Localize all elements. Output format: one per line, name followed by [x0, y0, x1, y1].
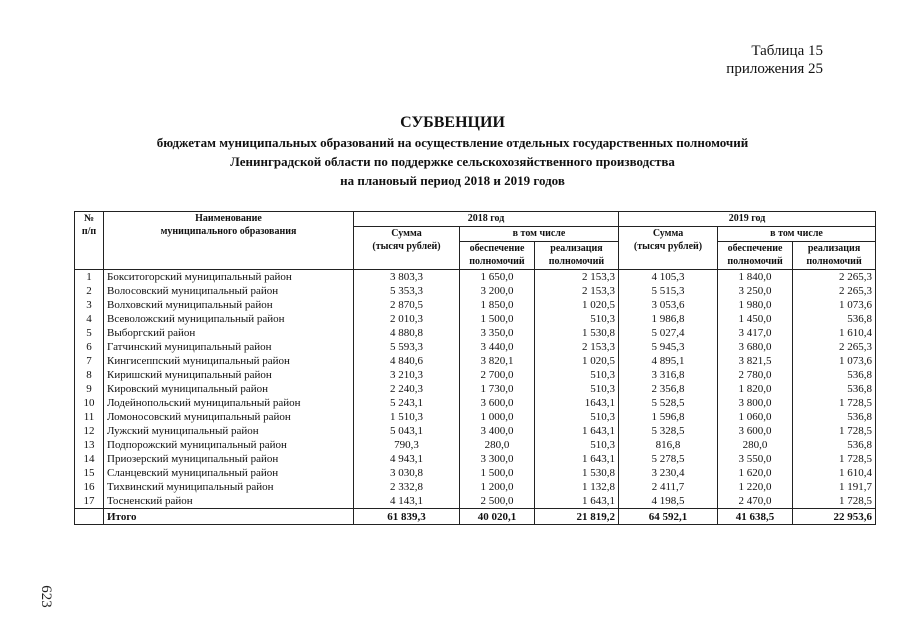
col-header-provision-2018-text: обеспечение полномочий [469, 243, 525, 267]
table-reference [726, 42, 823, 78]
cell-o19: 3 800,0 [718, 396, 793, 410]
subtitle-line-1: бюджетам муниципальных образований на осуществление отдельных государственных полномочий [156, 135, 749, 150]
cell-r19: 1 728,5 [793, 424, 876, 438]
col-header-sum-2018-text: Сумма (тысяч рублей) [372, 228, 441, 252]
cell-r19: 1 191,7 [793, 480, 876, 494]
cell-n: 1 [75, 270, 104, 285]
cell-r18: 1 020,5 [535, 354, 619, 368]
cell-s19: 4 895,1 [619, 354, 718, 368]
table-row [75, 438, 876, 452]
cell-o18: 1 650,0 [460, 270, 535, 285]
cell-n: 17 [75, 494, 104, 509]
cell-r19: 536,8 [793, 368, 876, 382]
appendix-number: приложения 25 [726, 61, 823, 77]
cell-o19: 3 600,0 [718, 424, 793, 438]
table-row [75, 382, 876, 396]
col-header-incl-2018: в том числе [460, 227, 619, 242]
col-header-sum-2019-text: Сумма (тысяч рублей) [633, 228, 703, 252]
cell-n: 13 [75, 438, 104, 452]
cell-s18: 5 043,1 [354, 424, 460, 438]
cell-o19: 1 220,0 [718, 480, 793, 494]
cell-name: Лодейнопольский муниципальный район [104, 396, 354, 410]
cell-o19: 1 060,0 [718, 410, 793, 424]
cell-n: 4 [75, 312, 104, 326]
cell-r19: 536,8 [793, 438, 876, 452]
cell-n: 9 [75, 382, 104, 396]
cell-s18: 4 143,1 [354, 494, 460, 509]
cell-name: Бокситогорский муниципальный район [104, 270, 354, 285]
total-o19: 41 638,5 [718, 509, 793, 525]
cell-o19: 3 250,0 [718, 284, 793, 298]
cell-s18: 5 353,3 [354, 284, 460, 298]
cell-n: 5 [75, 326, 104, 340]
table-row [75, 326, 876, 340]
cell-o19: 3 821,5 [718, 354, 793, 368]
cell-name: Тихвинский муниципальный район [104, 480, 354, 494]
cell-r19: 1 610,4 [793, 326, 876, 340]
cell-r18: 2 153,3 [535, 284, 619, 298]
cell-s18: 4 943,1 [354, 452, 460, 466]
table-row [75, 340, 876, 354]
cell-o19: 1 450,0 [718, 312, 793, 326]
cell-name: Кировский муниципальный район [104, 382, 354, 396]
cell-r19: 1 610,4 [793, 466, 876, 480]
col-header-number-text: № п/п [81, 213, 97, 237]
col-header-implementation-2018 [535, 242, 619, 270]
cell-o18: 3 400,0 [460, 424, 535, 438]
cell-s19: 5 278,5 [619, 452, 718, 466]
cell-o18: 1 730,0 [460, 382, 535, 396]
table-row [75, 270, 876, 285]
cell-r19: 2 265,3 [793, 270, 876, 285]
cell-s18: 5 243,1 [354, 396, 460, 410]
cell-r19: 536,8 [793, 382, 876, 396]
col-header-name [104, 212, 354, 270]
cell-r18: 510,3 [535, 410, 619, 424]
cell-s19: 2 356,8 [619, 382, 718, 396]
cell-o19: 1 980,0 [718, 298, 793, 312]
cell-s18: 790,3 [354, 438, 460, 452]
cell-name: Ломоносовский муниципальный район [104, 410, 354, 424]
cell-s18: 3 210,3 [354, 368, 460, 382]
cell-n: 14 [75, 452, 104, 466]
table-row [75, 466, 876, 480]
table-row [75, 354, 876, 368]
cell-r18: 510,3 [535, 382, 619, 396]
cell-r19: 1 728,5 [793, 396, 876, 410]
cell-o19: 1 840,0 [718, 270, 793, 285]
cell-s19: 1 986,8 [619, 312, 718, 326]
cell-total-number [75, 509, 104, 525]
subventions-table [74, 211, 876, 525]
table-row [75, 410, 876, 424]
col-header-provision-2019 [718, 242, 793, 270]
cell-r18: 1 132,8 [535, 480, 619, 494]
cell-o19: 3 550,0 [718, 452, 793, 466]
cell-name: Приозерский муниципальный район [104, 452, 354, 466]
col-header-sum-2018 [354, 227, 460, 270]
cell-s19: 5 515,3 [619, 284, 718, 298]
table-row [75, 284, 876, 298]
cell-s19: 1 596,8 [619, 410, 718, 424]
cell-o18: 1 200,0 [460, 480, 535, 494]
cell-o18: 3 350,0 [460, 326, 535, 340]
cell-r19: 2 265,3 [793, 340, 876, 354]
cell-s19: 2 411,7 [619, 480, 718, 494]
page-number: 623 [37, 585, 54, 608]
table-row [75, 298, 876, 312]
cell-s18: 1 510,3 [354, 410, 460, 424]
col-header-year-2018: 2018 год [354, 212, 619, 227]
cell-r19: 1 728,5 [793, 494, 876, 509]
cell-s18: 3 803,3 [354, 270, 460, 285]
cell-o18: 1 500,0 [460, 466, 535, 480]
total-r18: 21 819,2 [535, 509, 619, 525]
cell-r18: 1 020,5 [535, 298, 619, 312]
cell-o19: 3 680,0 [718, 340, 793, 354]
cell-n: 6 [75, 340, 104, 354]
cell-o18: 1 850,0 [460, 298, 535, 312]
col-header-incl-2019: в том числе [718, 227, 876, 242]
cell-n: 8 [75, 368, 104, 382]
table-row [75, 396, 876, 410]
cell-name: Гатчинский муниципальный район [104, 340, 354, 354]
cell-r18: 1643,1 [535, 396, 619, 410]
cell-r19: 1 728,5 [793, 452, 876, 466]
cell-r18: 510,3 [535, 368, 619, 382]
cell-s18: 2 870,5 [354, 298, 460, 312]
col-header-implementation-2019 [793, 242, 876, 270]
cell-n: 11 [75, 410, 104, 424]
table-row [75, 494, 876, 509]
cell-name: Всеволожский муниципальный район [104, 312, 354, 326]
cell-name: Волховский муниципальный район [104, 298, 354, 312]
cell-name: Сланцевский муниципальный район [104, 466, 354, 480]
col-header-sum-2019 [619, 227, 718, 270]
cell-name: Тосненский район [104, 494, 354, 509]
cell-r18: 1 530,8 [535, 326, 619, 340]
cell-r18: 2 153,3 [535, 340, 619, 354]
cell-r18: 1 643,1 [535, 452, 619, 466]
cell-n: 15 [75, 466, 104, 480]
cell-s19: 3 230,4 [619, 466, 718, 480]
cell-o18: 1 000,0 [460, 410, 535, 424]
cell-s19: 4 105,3 [619, 270, 718, 285]
cell-s19: 5 328,5 [619, 424, 718, 438]
cell-o19: 2 470,0 [718, 494, 793, 509]
col-header-year-2019: 2019 год [619, 212, 876, 227]
cell-r18: 510,3 [535, 312, 619, 326]
cell-r18: 2 153,3 [535, 270, 619, 285]
cell-r18: 1 530,8 [535, 466, 619, 480]
cell-s19: 3 053,6 [619, 298, 718, 312]
cell-r19: 536,8 [793, 410, 876, 424]
cell-name: Выборгский район [104, 326, 354, 340]
document-title: СУБВЕНЦИИ [400, 114, 505, 131]
col-header-provision-2019-text: обеспечение полномочий [727, 243, 783, 267]
cell-o19: 1 620,0 [718, 466, 793, 480]
subtitle-line-2: Ленинградской области по поддержке сельскохозяйственного производства [230, 154, 675, 169]
cell-name: Волосовский муниципальный район [104, 284, 354, 298]
cell-r19: 1 073,6 [793, 354, 876, 368]
cell-r18: 510,3 [535, 438, 619, 452]
cell-o19: 2 780,0 [718, 368, 793, 382]
total-o18: 40 020,1 [460, 509, 535, 525]
col-header-number [75, 212, 104, 270]
cell-o18: 3 440,0 [460, 340, 535, 354]
cell-r19: 2 265,3 [793, 284, 876, 298]
cell-n: 3 [75, 298, 104, 312]
table-number: Таблица 15 [751, 43, 823, 59]
cell-o18: 1 500,0 [460, 312, 535, 326]
subtitle-line-3: на плановый период 2018 и 2019 годов [340, 173, 565, 188]
cell-s18: 5 593,3 [354, 340, 460, 354]
cell-s19: 3 316,8 [619, 368, 718, 382]
cell-r19: 536,8 [793, 312, 876, 326]
total-label: Итого [104, 509, 354, 525]
cell-r18: 1 643,1 [535, 424, 619, 438]
total-r19: 22 953,6 [793, 509, 876, 525]
total-row [75, 509, 876, 525]
cell-r18: 1 643,1 [535, 494, 619, 509]
cell-o19: 280,0 [718, 438, 793, 452]
cell-r19: 1 073,6 [793, 298, 876, 312]
table-row [75, 312, 876, 326]
cell-name: Кингисеппский муниципальный район [104, 354, 354, 368]
cell-name: Киришский муниципальный район [104, 368, 354, 382]
cell-s18: 2 010,3 [354, 312, 460, 326]
cell-s18: 2 332,8 [354, 480, 460, 494]
cell-o18: 3 820,1 [460, 354, 535, 368]
cell-n: 16 [75, 480, 104, 494]
cell-n: 7 [75, 354, 104, 368]
col-header-provision-2018 [460, 242, 535, 270]
col-header-implementation-2018-text: реализация полномочий [548, 243, 605, 267]
total-s18: 61 839,3 [354, 509, 460, 525]
cell-s19: 4 198,5 [619, 494, 718, 509]
table-row [75, 452, 876, 466]
cell-o19: 3 417,0 [718, 326, 793, 340]
table-row [75, 368, 876, 382]
cell-o18: 3 600,0 [460, 396, 535, 410]
cell-s19: 5 027,4 [619, 326, 718, 340]
cell-s18: 4 840,6 [354, 354, 460, 368]
cell-name: Лужский муниципальный район [104, 424, 354, 438]
cell-o18: 3 200,0 [460, 284, 535, 298]
col-header-implementation-2019-text: реализация полномочий [806, 243, 862, 267]
cell-n: 12 [75, 424, 104, 438]
cell-n: 10 [75, 396, 104, 410]
cell-n: 2 [75, 284, 104, 298]
cell-s19: 816,8 [619, 438, 718, 452]
cell-o18: 2 500,0 [460, 494, 535, 509]
col-header-name-text: Наименование муниципального образования [160, 213, 297, 237]
cell-s19: 5 945,3 [619, 340, 718, 354]
document-heading [0, 113, 905, 190]
cell-o18: 2 700,0 [460, 368, 535, 382]
cell-o18: 3 300,0 [460, 452, 535, 466]
total-s19: 64 592,1 [619, 509, 718, 525]
cell-s18: 4 880,8 [354, 326, 460, 340]
cell-s19: 5 528,5 [619, 396, 718, 410]
table-row [75, 480, 876, 494]
cell-s18: 3 030,8 [354, 466, 460, 480]
cell-o19: 1 820,0 [718, 382, 793, 396]
cell-name: Подпорожский муниципальный район [104, 438, 354, 452]
cell-s18: 2 240,3 [354, 382, 460, 396]
table-row [75, 424, 876, 438]
cell-o18: 280,0 [460, 438, 535, 452]
